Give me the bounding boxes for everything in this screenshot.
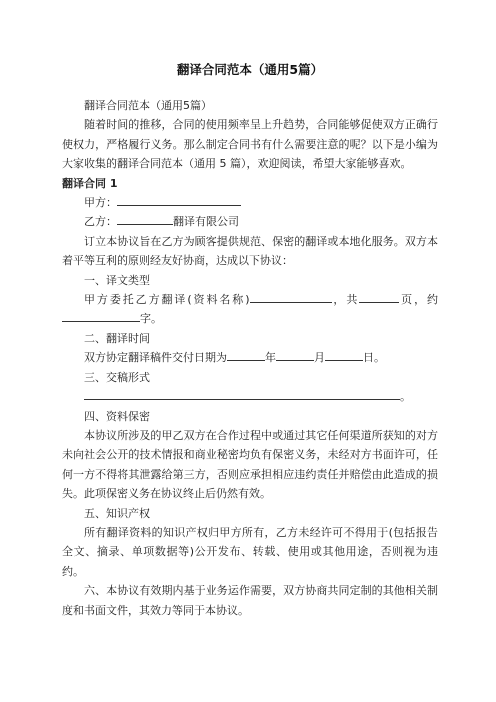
pages-blank (359, 290, 399, 303)
section1-text-1: 甲方委托乙方翻译(资料名称) (84, 293, 250, 307)
section3-title: 三、交稿形式 (84, 370, 150, 384)
party-b-suffix: 翻译有限公司 (173, 215, 239, 229)
day-label: 日。 (363, 351, 385, 365)
section1-title: 一、译文类型 (84, 273, 150, 287)
purpose-paragraph: 订立本协议旨在乙方为顾客提供规范、保密的翻译或本地化服务。双方本着平等互利的原则经友好协商，达成以下协议： (62, 234, 438, 268)
section4-paragraph: 本协议所涉及的甲乙双方在合作过程中或通过其它任何渠道所获知的对方未向社会公开的技术情报和商业秘密均负有保密义务，未经对方书面许可，任何一方不得将其泄露给第三方，否则应承担相应违约责任并赔偿由此造成的损失。此项保密义务在协议终止后仍然有效。 (62, 428, 438, 501)
contract-heading: 翻译合同 1 (62, 176, 118, 190)
section2-text: 双方协定翻译稿件交付日期为 (84, 351, 227, 365)
section2-paragraph (62, 348, 438, 367)
party-a-line (62, 193, 438, 212)
document-name-blank (250, 290, 332, 303)
section6-paragraph: 六、本协议有效期内基于业务运作需要，双方协商共同定制的其他相关制度和书面文件，其效力等同于本协议。 (62, 584, 438, 617)
day-blank (325, 348, 363, 361)
section3-end: 。 (400, 390, 411, 404)
section1-paragraph (62, 290, 438, 329)
party-a-label: 甲方： (84, 196, 117, 210)
party-b-label: 乙方： (84, 215, 117, 229)
party-b-line (62, 212, 438, 231)
intro-title: 翻译合同范本（通用5篇） (84, 99, 212, 112)
party-b-blank (117, 212, 173, 225)
year-label: 年 (265, 351, 276, 365)
words-blank (62, 309, 140, 322)
delivery-form-blank (84, 387, 400, 400)
year-blank (227, 348, 265, 361)
section1-text-4: 字。 (140, 312, 162, 326)
section1-text-2: ，共 (331, 293, 360, 307)
section5-paragraph: 所有翻译资料的知识产权归甲方所有，乙方未经许可不得用于(包括报告全文、摘录、单项数据等)公开发布、转载、使用或其他用途，否则视为违约。 (62, 525, 438, 578)
intro-paragraph: 随着时间的推移，合同的使用频率呈上升趋势，合同能够促使双方正确行使权力，严格履行义务。那么制定合同书有什么需要注意的呢？以下是小编为大家收集的翻译合同范本（通用 5 篇），欢迎阅读，希望大家能够喜欢。 (62, 118, 438, 171)
document-title: 翻译合同范本（通用5篇） (176, 62, 324, 77)
section2-title: 二、翻译时间 (84, 331, 150, 345)
month-label: 月 (314, 351, 325, 365)
section1-text-3: 页，约 (399, 293, 438, 307)
section3-paragraph (62, 387, 438, 406)
month-blank (276, 348, 314, 361)
section4-title: 四、资料保密 (84, 409, 150, 423)
section5-title: 五、知识产权 (84, 506, 150, 520)
party-a-blank (117, 193, 241, 206)
